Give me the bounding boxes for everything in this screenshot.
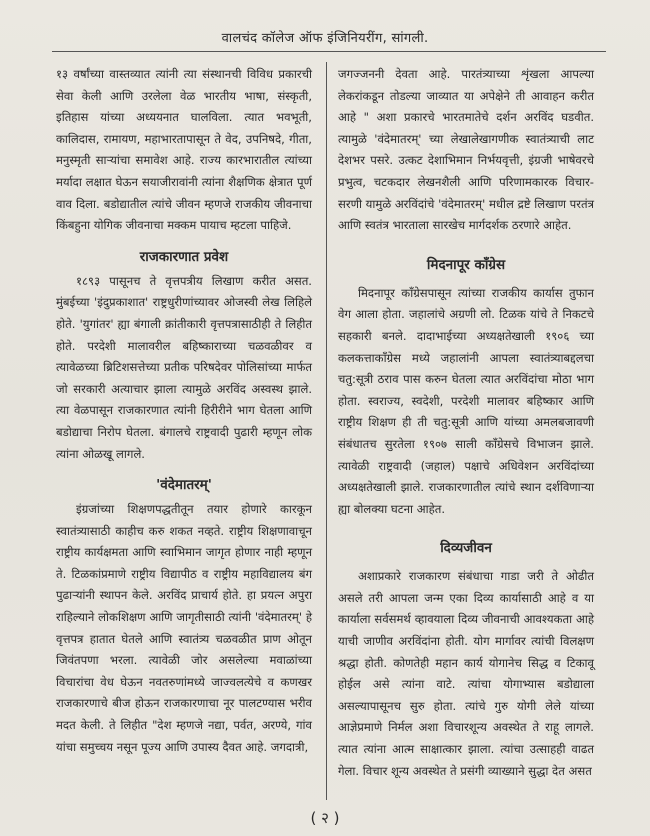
paragraph: १८९३ पासूनच ते वृत्तपत्रीय लिखाण करीत असत. मुंबईच्या 'इंदुप्रकाशात' राष्ट्रधुरीणांच्यावर ओजस्वी लेख लिहिले होते. 'युगांतर' ह्या बंगाली क्रांतीकारी वृत्तपत्रासाठीही ते लिहीत होते. परदेशी मालावरील बहिष्काराच्या चळवळीवर व त्यावेळच्या ब्रिटिशसत्तेच्या प्रतीक परिषदेवर पोलिसांच्या मार्फत जो सरकारी अत्याचार झाला त्यामुळे अरविंद अस्वस्थ झाले. त्या वेळपासून राजकारणात त्यांनी हिरीरीने भाग घेतला आणि बडोद्याचा निरोप घेतला. बंगालचे राष्ट्रवादी पुढारी म्हणून लोक त्यांना ओळखू लागले. [56,273,312,461]
header-rule [52,51,606,52]
section-heading: मिदनापूर कॉंग्रेस [426,256,506,273]
paragraph: जगज्जननी देवता आहे. पारतंत्र्याच्या शृंखला आपल्या लेकरांकडून तोडल्या जाव्यात या अपेक्षेने ती आवाहन करीत आहे " अशा प्रकारचे भारतमातेचे दर्शन अरविंद घडवीत. त्यामुळे 'वंदेमातरम्' च्या लेखालेखागणीक स्वातंत्र्याची लाट देशभर पसरे. उत्कट देशाभिमान निर्भयवृत्ती, इंग्रजी भाषेवरचे प्रभुत्व, चटकदार लेखनशैली आणि परिणामकारक विचार-सरणी यामुळे अरविंदांचे 'वंदेमातरम्' मधील द्रष्टे लिखाण परतंत्र आणि स्वतंत्र भारताला सारखेच मार्गदर्शक ठरणारे आहेत. [338,67,594,233]
section-heading: दिव्यजीवन [440,540,492,557]
page-header: वालचंद कॉलेज ऑफ इंजिनियरींग, सांगली. [221,31,429,46]
paragraph: अशाप्रकारे राजकारण संबंधाचा गाडा जरी ते ओढीत असले तरी आपला जन्म एका दिव्य कार्यासाठी आहे व या कार्याला सर्वसमर्थ व्हावयाला दिव्य जीवनाची आवश्यकता आहे याची जाणीव अरविंदांना होती. योग मार्गावर त्यांची विलक्षण श्रद्धा होती. कोणतेही महान कार्य योगानेच सिद्ध व टिकावू होईल असे त्यांना वाटे. त्यांचा योगाभ्यास बडोद्याला असल्यापासूनच सुरु होता. त्यांचे गुरु योगी लेले यांच्या आज्ञेप्रमाणे निर्मल अशा विचारशून्य अवस्थेत ते राहू लागले. त्यात त्यांना आत्म साक्षात्कार झाला. त्यांचा उत्साहही वाढत गेला. विचार शून्य अवस्थेत ते प्रसंगी व्याख्याने सुद्धा देत असत [338,569,594,778]
section-heading: 'वंदेमातरम्' [156,477,212,494]
paragraph: १३ वर्षांच्या वास्तव्यात त्यांनी त्या संस्थानची विविध प्रकारची सेवा केली आणि उरलेला वेळ भारतीय भाषा, संस्कृती, इतिहास यांच्या अध्ययनात घालविला. त्यात भवभूती, कालिदास, रामायण, महाभारतापासून ते वेद, उपनिषदे, गीता, मनुस्मृती साऱ्यांचा समावेश आहे. राज्य कारभारातील त्यांच्या मर्यादा लक्षात घेऊन सयाजीरावांनी त्यांना शैक्षणिक क्षेत्रात पूर्ण वाव दिला. बडोद्यातील त्यांचे जीवन म्हणजे राजकीय जीवनाचा किंबहुना योगिक जीवनाचा मक्कम पायाच म्हटला पाहिजे. [56,67,312,233]
paragraph: इंग्रजांच्या शिक्षणपद्धतीतून तयार होणारे कारकून स्वातंत्र्यासाठी काहीच करु शकत नव्हते. राष्ट्रीय शिक्षणावाचून राष्ट्रीय कार्यक्षमता आणि स्वाभिमान जागृत होणार नाही म्हणून ते. टिळकांप्रमाणे राष्ट्रीय विद्यापीठ व राष्ट्रीय महाविद्यालय बंग पुढाऱ्यांनी स्थापन केले. अरविंद प्राचार्य होते. हा प्रयत्न अपुरा राहिल्याने लोकशिक्षण आणि जागृतीसाठी त्यांनी 'वंदेमातरम्' हे वृत्तपत्र हातात घेतले आणि स्वातंत्र्य चळवळीत प्राण ओतून जिवंतपणा भरला. त्यावेळी जोर असलेल्या मवाळांच्या विचारांचा वेध घेऊन नवतरुणांमध्ये जाज्वलत्येचे व कणखर राजकारणाचे बीज होऊन राजकारणाचा नूर पालटण्यास भरीव मदत केली. ते लिहीत "देश म्हणजे नद्या, पर्वत, अरण्ये, गांव यांचा समुच्चय नसून पूज्य आणि उपास्य दैवत आहे. जगदात्री, [56,502,312,754]
paragraph: मिदनापूर कॉंग्रेसपासून त्यांच्या राजकीय कार्यास तुफान वेग आला होता. जहालांचे अग्रणी लो. टिळक यांचे ते निकटचे सहकारी बनले. दादाभाईच्या अध्यक्षतेखाली १९०६ च्या कलकत्ताकॉंग्रेस मध्ये जहालांनी आपला स्वातंत्र्याबद्दलचा चतु:सूत्री ठराव पास करुन घेतला त्यात अरविंदांचा मोठा भाग होता. स्वराज्य, स्वदेशी, परदेशी मालावर बहिष्कार आणि राष्ट्रीय शिक्षण ही ती चतु:सूत्री आणि यांच्या अमलबजावणी संबंधातच सुरतेला १९०७ साली कॉंग्रेसचे विभाजन झाले. त्यावेळी राष्ट्रवादी (जहाल) पक्षाचे अधिवेशन अरविंदांच्या अध्यक्षतेखाली झाले. राजकारणातील त्यांचे स्थान दर्शविणाऱ्या ह्या बोलक्या घटना आहेत. [338,285,594,516]
column-divider [326,62,327,800]
left-column [56,64,312,758]
page-number: ( २ ) [310,809,340,827]
section-heading: राजकारणात प्रवेश [139,248,229,265]
right-column [338,64,594,782]
